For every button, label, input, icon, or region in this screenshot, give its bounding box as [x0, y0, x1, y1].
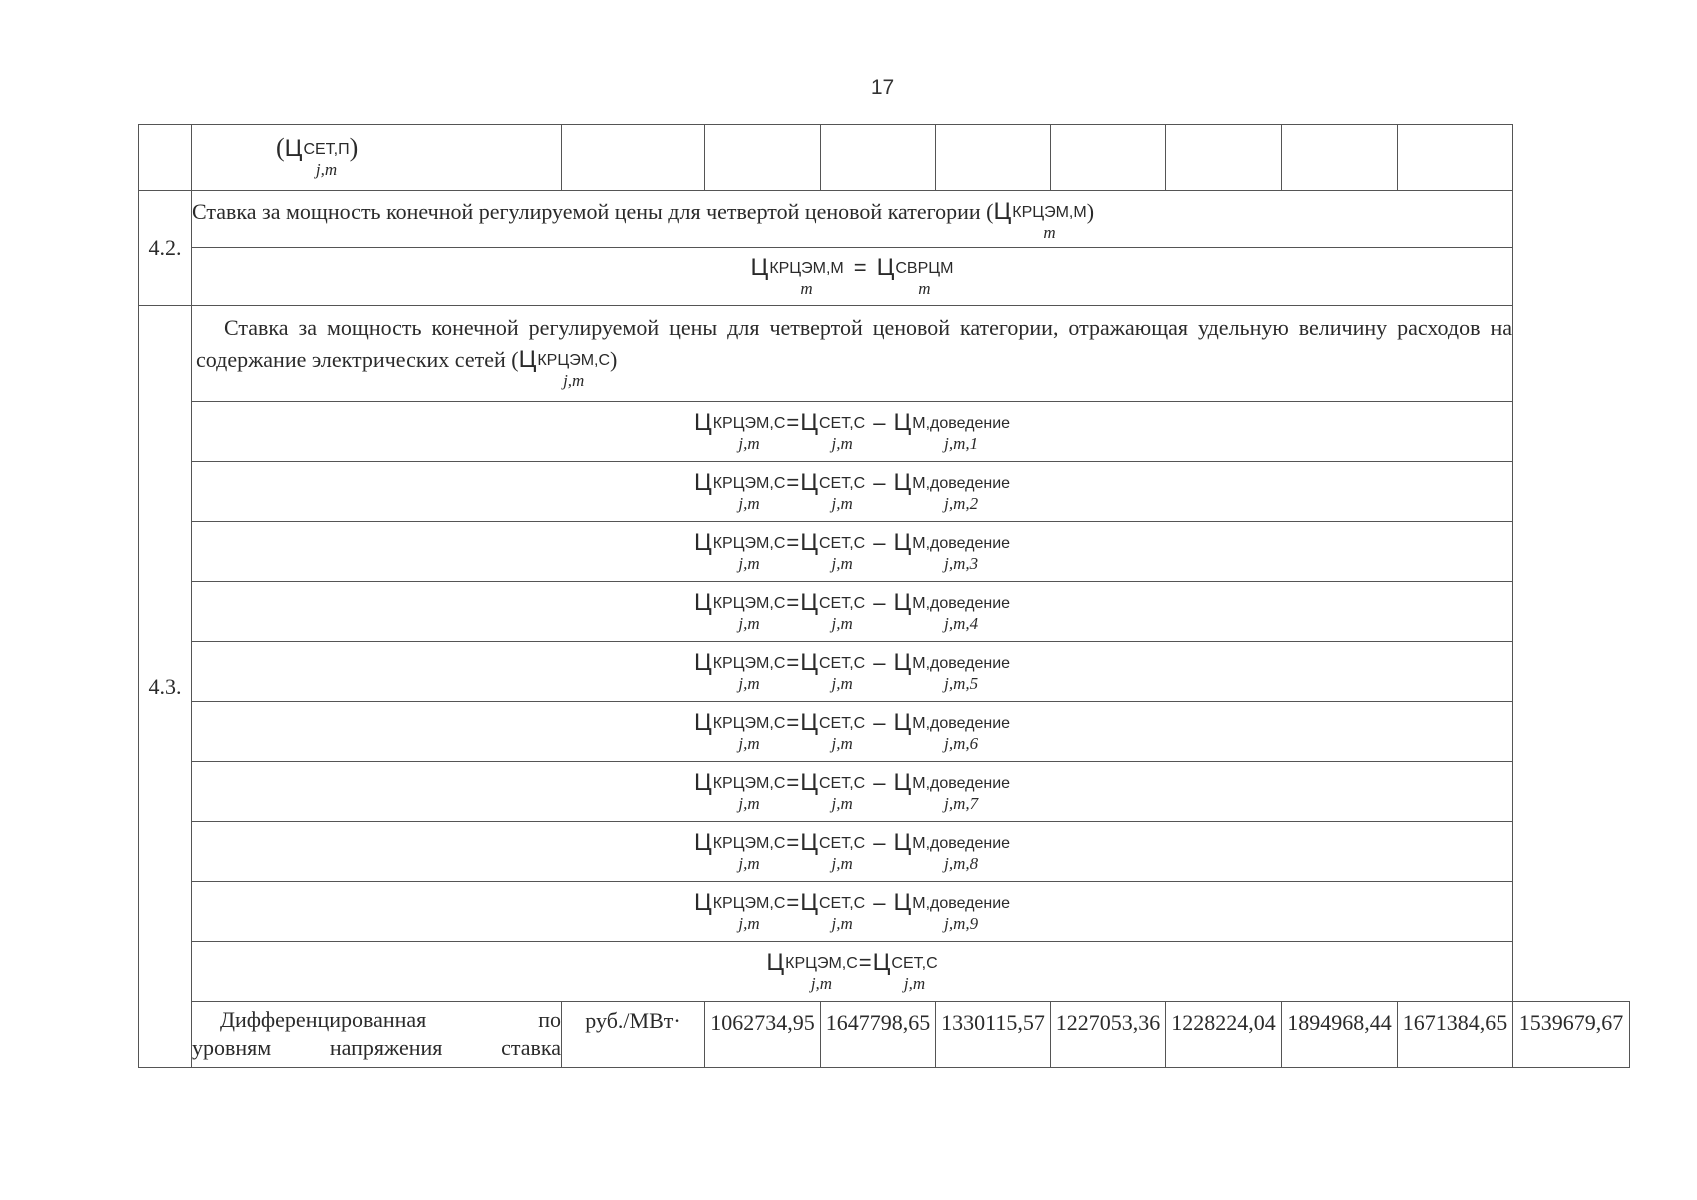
- section-4-3-title: [192, 306, 1513, 402]
- formula-symbol: Ц: [893, 828, 912, 856]
- formula-symbol: Ц: [800, 408, 818, 436]
- diff-label-word: Дифференцированная: [220, 1007, 427, 1032]
- formula-symbol: Ц: [693, 648, 712, 676]
- formula-superscript: СЕТ,С: [819, 714, 866, 732]
- formula-symbol: Ц: [893, 648, 912, 676]
- table-row: [139, 462, 1630, 522]
- formula-row-5: [192, 642, 1513, 702]
- formula-symbol: Ц: [693, 828, 712, 856]
- table-cell: [821, 125, 936, 191]
- formula-superscript: М,доведение: [912, 774, 1011, 792]
- table-row: [139, 942, 1630, 1002]
- table-row: [139, 582, 1630, 642]
- table-cell: [1282, 125, 1398, 191]
- formula-superscript: СЕТ,С: [891, 954, 938, 972]
- formula-symbol: Ц: [766, 948, 785, 976]
- page-number: 17: [870, 76, 895, 99]
- formula-symbol: Ц: [800, 528, 818, 556]
- formula-subscript: j,m: [831, 913, 853, 933]
- equals-sign: =: [786, 529, 800, 555]
- formula-subscript: j,m,1: [944, 433, 979, 453]
- formula-superscript: КРЦЭМ,С: [712, 474, 786, 492]
- formula-subscript: j,m: [563, 370, 585, 390]
- formula-superscript: СЕТ,С: [819, 534, 866, 552]
- formula-superscript: КРЦЭМ,С: [712, 654, 786, 672]
- formula-subscript: j,m,7: [944, 793, 979, 813]
- formula-subscript: j,m: [738, 673, 760, 693]
- table-row: [139, 762, 1630, 822]
- minus-sign: –: [873, 529, 886, 555]
- equals-sign: =: [786, 409, 800, 435]
- table-cell: [1051, 125, 1166, 191]
- minus-sign: –: [873, 709, 886, 735]
- value-cell: 1227053,36: [1051, 1002, 1166, 1068]
- formula-symbol: Ц: [893, 528, 912, 556]
- formula-subscript: j,m: [738, 493, 760, 513]
- formula-symbol: Ц: [876, 253, 895, 281]
- row-number-cell: [139, 125, 192, 191]
- equals-sign: =: [858, 949, 872, 975]
- formula-superscript: М,доведение: [912, 834, 1011, 852]
- formula-row-9: [192, 882, 1513, 942]
- formula-subscript: j,m,9: [944, 913, 979, 933]
- formula-subscript: j,m: [831, 553, 853, 573]
- formula-symbol: Ц: [893, 708, 912, 736]
- formula-subscript: j,m,8: [944, 853, 979, 873]
- equals-sign: =: [786, 709, 800, 735]
- formula-symbol: Ц: [693, 528, 712, 556]
- formula-superscript: КРЦЭМ,С: [712, 894, 786, 912]
- value-cell: 1671384,65: [1398, 1002, 1513, 1068]
- open-paren: (: [276, 133, 285, 162]
- table-row: [139, 882, 1630, 942]
- section-number-4-3: 4.3.: [139, 306, 192, 1068]
- formula-subscript: j,m,4: [944, 613, 979, 633]
- equals-sign: =: [786, 589, 800, 615]
- formula-symbol: Ц: [800, 648, 818, 676]
- formula-subscript: m: [918, 278, 931, 298]
- formula-symbol: Ц: [518, 345, 537, 373]
- formula-symbol: Ц: [693, 888, 712, 916]
- table-row: [139, 402, 1630, 462]
- formula-subscript: j,m: [738, 793, 760, 813]
- formula-symbol: Ц: [893, 588, 912, 616]
- section-4-2-formula: [192, 248, 1513, 306]
- formula-subscript: j,m,6: [944, 733, 979, 753]
- value-cell: 1330115,57: [936, 1002, 1051, 1068]
- table-row: [139, 522, 1630, 582]
- value-cell: 1894968,44: [1282, 1002, 1398, 1068]
- formula-symbol: Ц: [893, 888, 912, 916]
- table-row: [139, 248, 1630, 306]
- formula-superscript: КРЦЭМ,С: [785, 954, 858, 972]
- formula-subscript: j,m: [738, 853, 760, 873]
- formula-subscript: j,m: [831, 433, 853, 453]
- formula-subscript: j,m: [810, 973, 833, 993]
- table-row: [139, 702, 1630, 762]
- unit-cell: руб./МВт·: [562, 1002, 705, 1068]
- close-paren: ): [349, 133, 359, 162]
- diff-label-line-2: уровням напряжения ставка: [192, 1034, 561, 1060]
- top-row-formula-cell: [192, 125, 562, 191]
- formula-symbol: Ц: [872, 948, 891, 976]
- table-cell: [562, 125, 705, 191]
- formula-superscript: КРЦЭМ,С: [712, 594, 786, 612]
- formula-symbol: Ц: [800, 768, 818, 796]
- minus-sign: –: [873, 769, 886, 795]
- formula-subscript: j,m: [903, 973, 926, 993]
- section-4-2-title: [192, 191, 1513, 248]
- formula-row-7: [192, 762, 1513, 822]
- minus-sign: –: [873, 649, 886, 675]
- value-cell: 1647798,65: [821, 1002, 936, 1068]
- formula-superscript: КРЦЭМ,С: [712, 714, 786, 732]
- formula-superscript: КРЦЭМ,С: [712, 414, 786, 432]
- minus-sign: –: [873, 889, 886, 915]
- formula-superscript: СЕТ,С: [819, 834, 866, 852]
- formula-subscript: j,m: [738, 613, 760, 633]
- table-row: [139, 1002, 1630, 1068]
- value-cell: 1539679,67: [1513, 1002, 1630, 1068]
- formula-row-1: [192, 402, 1513, 462]
- formula-symbol: Ц: [693, 468, 712, 496]
- formula-symbol: Ц: [284, 135, 303, 162]
- table-row: [139, 306, 1630, 402]
- formula-subscript: j,m,2: [944, 493, 979, 513]
- formula-symbol: Ц: [893, 408, 912, 436]
- formula-superscript: СЕТ,С: [819, 414, 866, 432]
- formula-symbol: Ц: [800, 828, 818, 856]
- formula-symbol: Ц: [800, 468, 818, 496]
- formula-row-2: [192, 462, 1513, 522]
- formula-superscript: СЕТ,С: [819, 594, 866, 612]
- formula-superscript: М,доведение: [912, 714, 1011, 732]
- formula-symbol: Ц: [693, 588, 712, 616]
- formula-superscript: М,доведение: [912, 654, 1011, 672]
- formula-superscript: КРЦЭМ,С: [712, 534, 786, 552]
- formula-subscript: j,m: [738, 553, 760, 573]
- table-row: [139, 642, 1630, 702]
- formula-superscript: М,доведение: [912, 594, 1011, 612]
- formula-row-8: [192, 822, 1513, 882]
- formula-symbol: Ц: [993, 197, 1012, 225]
- minus-sign: –: [873, 409, 886, 435]
- equals-sign: =: [786, 769, 800, 795]
- formula-superscript: М,доведение: [912, 534, 1011, 552]
- equals-sign: =: [786, 889, 800, 915]
- formula-symbol: Ц: [693, 768, 712, 796]
- formula-row-10: [192, 942, 1513, 1002]
- formula-row-4: [192, 582, 1513, 642]
- close-paren: ): [610, 346, 618, 372]
- formula-symbol: Ц: [750, 253, 769, 281]
- diff-label-word: по: [538, 1007, 561, 1032]
- tariff-table: [138, 124, 1630, 1068]
- formula-subscript: j,m: [831, 493, 853, 513]
- formula-subscript: m: [1043, 222, 1056, 242]
- formula-symbol: Ц: [800, 888, 818, 916]
- table-cell: [1166, 125, 1282, 191]
- formula-subscript: j,m: [738, 913, 760, 933]
- section-number-4-2: 4.2.: [139, 191, 192, 306]
- formula-superscript: М,доведение: [912, 474, 1011, 492]
- section-4-2-text: Ставка за мощность конечной регулируемой цены для четвертой ценовой категории (: [192, 198, 994, 224]
- equals-sign: =: [786, 649, 800, 675]
- diff-rate-label: [192, 1002, 562, 1068]
- formula-symbol: Ц: [693, 408, 712, 436]
- close-paren: ): [1086, 198, 1095, 224]
- formula-superscript: КРЦЭМ,С: [537, 351, 611, 369]
- value-cell: 1228224,04: [1166, 1002, 1282, 1068]
- formula-superscript: СВРЦМ: [895, 259, 954, 277]
- table-row: [139, 191, 1630, 248]
- equals-sign: =: [786, 469, 800, 495]
- formula-superscript: СЕТ,С: [819, 474, 866, 492]
- formula-superscript: КРЦЭМ,С: [712, 774, 786, 792]
- minus-sign: –: [873, 469, 886, 495]
- table-row: [139, 822, 1630, 882]
- formula-superscript: М,доведение: [912, 414, 1011, 432]
- formula-subscript: j,m,5: [944, 673, 979, 693]
- formula-subscript: j,m: [831, 733, 853, 753]
- formula-superscript: СЕТ,П: [303, 141, 350, 158]
- formula-symbol: Ц: [800, 708, 818, 736]
- formula-superscript: СЕТ,С: [819, 894, 866, 912]
- formula-symbol: Ц: [893, 468, 912, 496]
- formula-symbol: Ц: [800, 588, 818, 616]
- table-cell: [705, 125, 821, 191]
- formula-subscript: j,m: [738, 733, 760, 753]
- formula-superscript: КРЦЭМ,М: [769, 259, 844, 277]
- table-cell: [1398, 125, 1513, 191]
- section-4-3-text: Ставка за мощность конечной регулируемой цены для четвертой ценовой категории, отражающая удельную величину расходов на содержание электрических сетей (: [196, 315, 1512, 372]
- formula-subscript: j,m: [315, 160, 338, 179]
- table-cell: [936, 125, 1051, 191]
- formula-row-3: [192, 522, 1513, 582]
- formula-superscript: М,доведение: [912, 894, 1011, 912]
- formula-superscript: КРЦЭМ,С: [712, 834, 786, 852]
- value-cell: 1062734,95: [705, 1002, 821, 1068]
- formula-superscript: СЕТ,С: [819, 774, 866, 792]
- formula-subscript: m: [800, 278, 813, 298]
- formula-symbol: Ц: [893, 768, 912, 796]
- formula-row-6: [192, 702, 1513, 762]
- minus-sign: –: [873, 829, 886, 855]
- formula-superscript: КРЦЭМ,М: [1012, 203, 1087, 221]
- equals-sign: =: [786, 829, 800, 855]
- formula-subscript: j,m: [831, 793, 853, 813]
- formula-subscript: j,m: [831, 673, 853, 693]
- formula-subscript: j,m: [738, 433, 760, 453]
- formula-subscript: j,m: [831, 853, 853, 873]
- formula-subscript: j,m: [831, 613, 853, 633]
- formula-superscript: СЕТ,С: [819, 654, 866, 672]
- equals-sign: =: [853, 254, 867, 280]
- minus-sign: –: [873, 589, 886, 615]
- formula-symbol: Ц: [693, 708, 712, 736]
- table-row: [139, 125, 1630, 191]
- formula-subscript: j,m,3: [944, 553, 979, 573]
